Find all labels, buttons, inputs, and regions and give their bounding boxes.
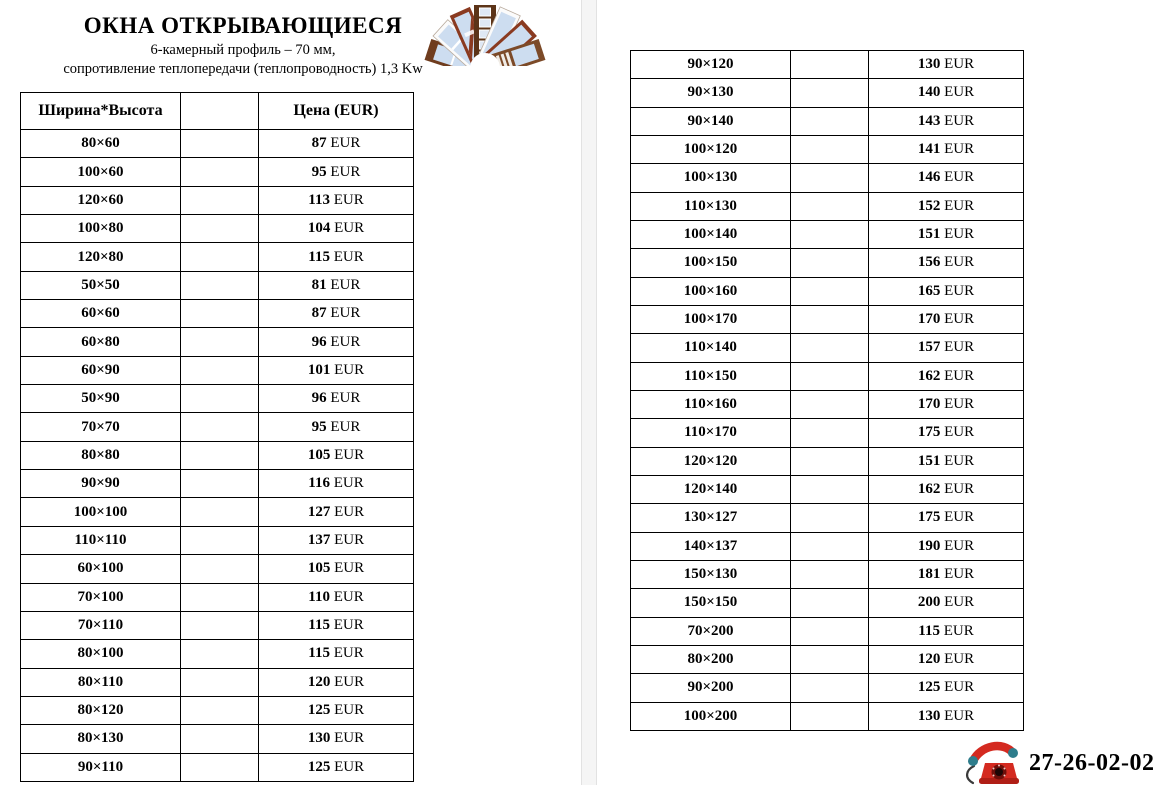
price-cell (869, 702, 1024, 730)
price-value: 110 (308, 588, 330, 605)
price-unit: EUR (330, 730, 365, 747)
size-cell: 120×140 (631, 475, 791, 503)
price-value: 175 (917, 424, 941, 441)
price-value: 130 (307, 730, 331, 747)
price-value: 190 (917, 537, 941, 554)
price-unit: EUR (940, 367, 975, 384)
empty-cell (181, 725, 259, 753)
price-unit: EUR (330, 673, 365, 690)
empty-cell (791, 702, 869, 730)
price-value: 200 (917, 594, 941, 611)
price-row (631, 164, 1024, 192)
price-row (631, 220, 1024, 248)
empty-cell (791, 504, 869, 532)
subtitle-line-1: 6-камерный профиль – 70 мм, (150, 42, 336, 58)
price-value: 146 (917, 169, 941, 186)
price-value: 96 (311, 390, 327, 407)
price-unit: EUR (940, 537, 975, 554)
size-cell: 60×80 (21, 328, 181, 356)
price-cell (259, 555, 414, 583)
empty-cell (181, 611, 259, 639)
document-header (28, 13, 458, 79)
price-cell (259, 526, 414, 554)
price-row (21, 526, 414, 554)
size-cell: 100×170 (631, 305, 791, 333)
size-cell: 90×140 (631, 107, 791, 135)
price-row (21, 696, 414, 724)
price-value: 140 (917, 84, 941, 101)
price-cell (869, 674, 1024, 702)
price-unit: EUR (940, 707, 975, 724)
price-row (21, 725, 414, 753)
size-cell: 80×200 (631, 645, 791, 673)
price-unit: EUR (326, 333, 361, 350)
empty-cell (181, 215, 259, 243)
price-value: 105 (307, 446, 331, 463)
empty-cell (791, 390, 869, 418)
price-unit: EUR (330, 446, 365, 463)
size-cell: 70×200 (631, 617, 791, 645)
price-unit: EUR (326, 418, 361, 435)
size-cell: 120×60 (21, 186, 181, 214)
price-row (21, 413, 414, 441)
price-cell (869, 390, 1024, 418)
price-row (631, 51, 1024, 79)
price-value: 170 (917, 311, 941, 328)
price-unit: EUR (330, 503, 365, 520)
price-cell (259, 583, 414, 611)
size-cell: 110×170 (631, 419, 791, 447)
empty-cell (791, 135, 869, 163)
price-cell (869, 589, 1024, 617)
price-row (631, 560, 1024, 588)
price-value: 115 (308, 617, 330, 634)
page-title: ОКНА ОТКРЫВАЮЩИЕСЯ (83, 13, 403, 38)
empty-cell (181, 753, 259, 781)
price-unit: EUR (940, 339, 975, 356)
price-row (631, 305, 1024, 333)
price-unit: EUR (940, 679, 975, 696)
price-cell (259, 753, 414, 781)
price-row (21, 215, 414, 243)
price-value: 141 (917, 141, 941, 158)
size-cell: 80×60 (21, 130, 181, 158)
price-cell (869, 447, 1024, 475)
size-cell: 60×100 (21, 555, 181, 583)
left-table-body (21, 130, 414, 782)
price-unit: EUR (329, 645, 364, 662)
price-unit: EUR (326, 276, 361, 293)
size-cell: 100×160 (631, 277, 791, 305)
price-unit: EUR (940, 226, 975, 243)
empty-cell (791, 51, 869, 79)
price-row (631, 390, 1024, 418)
price-row (631, 419, 1024, 447)
price-row (631, 107, 1024, 135)
size-cell: 70×100 (21, 583, 181, 611)
size-cell: 100×130 (631, 164, 791, 192)
price-cell (259, 243, 414, 271)
red-telephone-icon (963, 740, 1021, 785)
price-value: 130 (917, 56, 941, 73)
size-cell: 50×90 (21, 385, 181, 413)
price-unit: EUR (940, 254, 975, 271)
price-value: 162 (917, 481, 941, 498)
empty-cell (181, 498, 259, 526)
price-cell (259, 328, 414, 356)
size-cell: 60×90 (21, 356, 181, 384)
price-unit: EUR (330, 220, 365, 237)
price-cell (259, 356, 414, 384)
size-cell: 110×110 (21, 526, 181, 554)
size-cell: 50×50 (21, 271, 181, 299)
price-cell (869, 334, 1024, 362)
subtitle-line-2: сопротивление теплопередачи (теплопроводность) 1,3 Kw (63, 61, 423, 77)
size-cell: 140×137 (631, 532, 791, 560)
price-value: 165 (917, 282, 941, 299)
price-value: 95 (311, 418, 327, 435)
price-unit: EUR (940, 311, 975, 328)
price-value: 96 (311, 333, 327, 350)
empty-cell (791, 589, 869, 617)
size-cell: 90×130 (631, 79, 791, 107)
price-value: 125 (917, 679, 941, 696)
price-cell (259, 611, 414, 639)
empty-cell (791, 220, 869, 248)
price-unit: EUR (940, 282, 975, 299)
empty-cell (791, 277, 869, 305)
price-cell (259, 441, 414, 469)
empty-cell (791, 617, 869, 645)
price-unit: EUR (330, 758, 365, 775)
size-cell: 70×70 (21, 413, 181, 441)
size-cell: 120×120 (631, 447, 791, 475)
price-value: 101 (307, 361, 331, 378)
size-cell: 90×120 (631, 51, 791, 79)
empty-cell (791, 475, 869, 503)
price-row (21, 385, 414, 413)
size-cell: 80×130 (21, 725, 181, 753)
price-value: 181 (917, 566, 941, 583)
empty-cell (181, 470, 259, 498)
price-cell (259, 725, 414, 753)
empty-cell (181, 130, 259, 158)
size-cell: 100×120 (631, 135, 791, 163)
right-table-body (631, 51, 1024, 731)
price-value: 151 (917, 226, 941, 243)
size-cell: 110×160 (631, 390, 791, 418)
price-cell (869, 249, 1024, 277)
price-row (631, 249, 1024, 277)
price-unit: EUR (330, 361, 365, 378)
empty-cell (181, 300, 259, 328)
page-divider (581, 0, 597, 785)
price-row (21, 158, 414, 186)
window-fan-logo-icon (423, 4, 547, 72)
price-row (21, 130, 414, 158)
price-cell (869, 107, 1024, 135)
price-row (21, 243, 414, 271)
size-cell: 130×127 (631, 504, 791, 532)
price-unit: EUR (330, 702, 365, 719)
size-cell: 70×110 (21, 611, 181, 639)
price-cell (869, 277, 1024, 305)
price-unit: EUR (326, 390, 361, 407)
size-cell: 100×150 (631, 249, 791, 277)
price-unit: EUR (326, 163, 361, 180)
price-row (631, 532, 1024, 560)
empty-cell (181, 526, 259, 554)
price-row (21, 186, 414, 214)
price-row (21, 668, 414, 696)
price-value: 125 (307, 702, 331, 719)
empty-cell (791, 164, 869, 192)
empty-cell (181, 696, 259, 724)
price-unit: EUR (940, 197, 975, 214)
price-value: 104 (307, 220, 331, 237)
price-row (631, 334, 1024, 362)
price-unit: EUR (326, 135, 361, 152)
price-cell (259, 696, 414, 724)
empty-cell (181, 583, 259, 611)
price-unit: EUR (940, 566, 975, 583)
price-value: 127 (307, 503, 331, 520)
price-unit: EUR (940, 112, 975, 129)
price-unit: EUR (329, 475, 364, 492)
price-value: 113 (308, 191, 330, 208)
price-cell (259, 215, 414, 243)
price-table-left (20, 92, 414, 782)
price-row (631, 475, 1024, 503)
empty-cell (181, 385, 259, 413)
price-row (21, 300, 414, 328)
phone-number: 27-26-02-02 (1029, 749, 1155, 776)
empty-cell (791, 560, 869, 588)
price-row (631, 674, 1024, 702)
price-row (21, 640, 414, 668)
size-cell: 100×140 (631, 220, 791, 248)
price-value: 151 (917, 452, 941, 469)
price-unit: EUR (329, 248, 364, 265)
price-row (21, 328, 414, 356)
price-row (631, 617, 1024, 645)
price-value: 170 (917, 396, 941, 413)
empty-cell (181, 441, 259, 469)
empty-cell (181, 271, 259, 299)
price-row (21, 611, 414, 639)
price-cell (869, 560, 1024, 588)
price-cell (869, 532, 1024, 560)
empty-cell (181, 158, 259, 186)
price-cell (259, 186, 414, 214)
price-row (21, 271, 414, 299)
size-cell: 150×130 (631, 560, 791, 588)
price-unit: EUR (940, 481, 975, 498)
price-row (631, 277, 1024, 305)
price-unit: EUR (940, 141, 975, 158)
price-cell (869, 475, 1024, 503)
size-cell: 110×130 (631, 192, 791, 220)
price-unit: EUR (939, 622, 974, 639)
price-cell (869, 645, 1024, 673)
empty-cell (791, 107, 869, 135)
price-cell (869, 617, 1024, 645)
price-value: 115 (308, 248, 330, 265)
empty-cell (791, 305, 869, 333)
empty-cell (181, 413, 259, 441)
price-cell (259, 158, 414, 186)
size-cell: 90×200 (631, 674, 791, 702)
price-unit: EUR (940, 84, 975, 101)
price-row (631, 447, 1024, 475)
price-row (21, 356, 414, 384)
price-value: 157 (917, 339, 941, 356)
price-unit: EUR (940, 396, 975, 413)
price-unit: EUR (940, 594, 975, 611)
price-value: 175 (917, 509, 941, 526)
empty-cell (791, 362, 869, 390)
empty-cell (181, 356, 259, 384)
price-table-right (630, 50, 1024, 731)
price-row (631, 135, 1024, 163)
price-unit: EUR (940, 452, 975, 469)
price-value: 137 (307, 531, 331, 548)
empty-cell (181, 186, 259, 214)
size-cell: 90×110 (21, 753, 181, 781)
price-cell (259, 470, 414, 498)
size-cell: 110×150 (631, 362, 791, 390)
size-cell: 120×80 (21, 243, 181, 271)
price-cell (259, 130, 414, 158)
size-cell: 80×100 (21, 640, 181, 668)
col-header-size: Ширина*Высота (21, 93, 181, 130)
price-cell (869, 419, 1024, 447)
price-value: 116 (308, 475, 330, 492)
price-unit: EUR (940, 509, 975, 526)
size-cell: 100×200 (631, 702, 791, 730)
price-cell (869, 192, 1024, 220)
price-cell (259, 668, 414, 696)
price-value: 115 (918, 622, 940, 639)
price-cell (259, 300, 414, 328)
table-header-row (21, 93, 414, 130)
price-unit: EUR (940, 424, 975, 441)
size-cell: 60×60 (21, 300, 181, 328)
price-unit: EUR (940, 56, 975, 73)
empty-cell (791, 532, 869, 560)
price-value: 120 (917, 651, 941, 668)
price-row (631, 504, 1024, 532)
size-cell: 90×90 (21, 470, 181, 498)
price-unit: EUR (330, 560, 365, 577)
empty-cell (181, 668, 259, 696)
price-cell (869, 135, 1024, 163)
size-cell: 150×150 (631, 589, 791, 617)
empty-cell (791, 192, 869, 220)
size-cell: 80×110 (21, 668, 181, 696)
price-value: 152 (917, 197, 941, 214)
empty-cell (181, 328, 259, 356)
price-unit: EUR (329, 588, 364, 605)
empty-cell (791, 249, 869, 277)
price-unit: EUR (329, 191, 364, 208)
price-row (631, 192, 1024, 220)
price-row (631, 79, 1024, 107)
price-value: 125 (307, 758, 331, 775)
size-cell: 100×80 (21, 215, 181, 243)
price-cell (259, 498, 414, 526)
price-cell (869, 305, 1024, 333)
price-row (21, 498, 414, 526)
price-value: 162 (917, 367, 941, 384)
price-value: 143 (917, 112, 941, 129)
empty-cell (791, 447, 869, 475)
price-value: 81 (311, 276, 327, 293)
empty-cell (181, 555, 259, 583)
price-value: 156 (917, 254, 941, 271)
price-unit: EUR (329, 617, 364, 634)
empty-cell (791, 419, 869, 447)
size-cell: 80×120 (21, 696, 181, 724)
price-cell (869, 220, 1024, 248)
price-cell (869, 79, 1024, 107)
price-cell (259, 640, 414, 668)
price-value: 130 (917, 707, 941, 724)
empty-cell (791, 334, 869, 362)
size-cell: 80×80 (21, 441, 181, 469)
price-value: 115 (308, 645, 330, 662)
price-value: 105 (307, 560, 331, 577)
price-cell (259, 413, 414, 441)
empty-cell (791, 674, 869, 702)
price-row (631, 645, 1024, 673)
price-row (21, 753, 414, 781)
price-cell (869, 362, 1024, 390)
price-cell (869, 164, 1024, 192)
price-value: 87 (311, 135, 327, 152)
price-row (631, 702, 1024, 730)
price-value: 120 (307, 673, 331, 690)
price-row (21, 470, 414, 498)
price-unit: EUR (940, 169, 975, 186)
price-row (21, 441, 414, 469)
empty-cell (791, 79, 869, 107)
size-cell: 110×140 (631, 334, 791, 362)
price-value: 87 (311, 305, 327, 322)
price-unit: EUR (326, 305, 361, 322)
price-unit: EUR (940, 651, 975, 668)
empty-cell (791, 645, 869, 673)
size-cell: 100×100 (21, 498, 181, 526)
price-row (21, 555, 414, 583)
price-row (21, 583, 414, 611)
price-row (631, 589, 1024, 617)
size-cell: 100×60 (21, 158, 181, 186)
contact-footer (963, 740, 1154, 785)
price-value: 95 (311, 163, 327, 180)
price-cell (869, 51, 1024, 79)
empty-cell (181, 243, 259, 271)
col-header-price: Цена (EUR) (259, 93, 414, 130)
price-unit: EUR (330, 531, 365, 548)
price-cell (259, 271, 414, 299)
price-cell (259, 385, 414, 413)
price-row (631, 362, 1024, 390)
price-cell (869, 504, 1024, 532)
col-header-empty (181, 93, 259, 130)
empty-cell (181, 640, 259, 668)
